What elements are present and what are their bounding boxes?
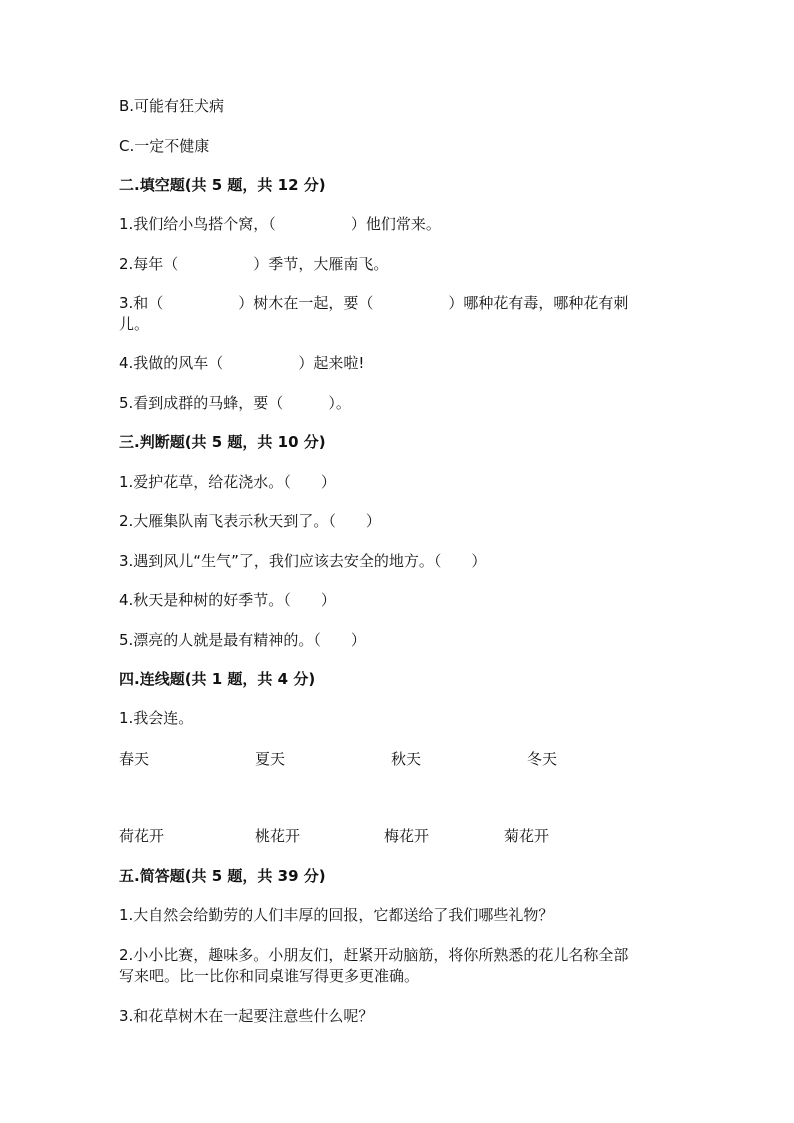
short-question-2-line-1: 2.小小比赛，趣味多。小朋友们，赶紧开动脑筋，将你所熟悉的花儿名称全部	[119, 946, 629, 964]
judge-section-heading: 三.判断题(共 5 题，共 10 分)	[119, 433, 326, 451]
match-top-item-autumn: 秋天	[391, 750, 422, 768]
fill-question-2: 2.每年（ ）季节，大雁南飞。	[119, 255, 389, 273]
match-bottom-item-peach: 桃花开	[255, 827, 301, 845]
option-b: B.可能有狂犬病	[119, 97, 225, 115]
option-c: C.一定不健康	[119, 137, 210, 155]
short-question-2-line-2: 写来吧。比一比你和同桌谁写得更多更准确。	[119, 967, 420, 985]
judge-question-5: 5.漂亮的人就是最有精神的。（ ）	[119, 631, 366, 649]
fill-question-4: 4.我做的风车（ ）起来啦!	[119, 354, 365, 372]
fill-question-3-line-1: 3.和（ ）树木在一起，要（ ）哪种花有毒，哪种花有刺	[119, 294, 629, 312]
match-question-1: 1.我会连。	[119, 709, 194, 727]
match-bottom-item-lotus: 荷花开	[119, 827, 165, 845]
fill-question-5: 5.看到成群的马蜂，要（ ）。	[119, 394, 351, 412]
match-top-item-winter: 冬天	[527, 750, 558, 768]
judge-question-3: 3.遇到风儿“生气”了，我们应该去安全的地方。（ ）	[119, 552, 487, 570]
match-bottom-item-plum: 梅花开	[384, 827, 430, 845]
judge-question-1: 1.爱护花草，给花浇水。（ ）	[119, 473, 336, 491]
short-question-3: 3.和花草树木在一起要注意些什么呢？	[119, 1007, 374, 1025]
fill-section-heading: 二.填空题(共 5 题，共 12 分)	[119, 176, 326, 194]
judge-question-4: 4.秋天是种树的好季节。（ ）	[119, 591, 336, 609]
fill-question-3-line-2: 儿。	[119, 315, 150, 333]
short-section-heading: 五.简答题(共 5 题，共 39 分)	[119, 867, 326, 885]
match-top-item-summer: 夏天	[255, 750, 286, 768]
match-bottom-item-chrysanthemum: 菊花开	[504, 827, 550, 845]
fill-question-1: 1.我们给小鸟搭个窝，（ ）他们常来。	[119, 215, 441, 233]
match-section-heading: 四.连线题(共 1 题，共 4 分)	[119, 670, 316, 688]
judge-question-2: 2.大雁集队南飞表示秋天到了。（ ）	[119, 512, 381, 530]
short-question-1: 1.大自然会给勤劳的人们丰厚的回报，它都送给了我们哪些礼物？	[119, 906, 554, 924]
match-top-item-spring: 春天	[119, 750, 150, 768]
